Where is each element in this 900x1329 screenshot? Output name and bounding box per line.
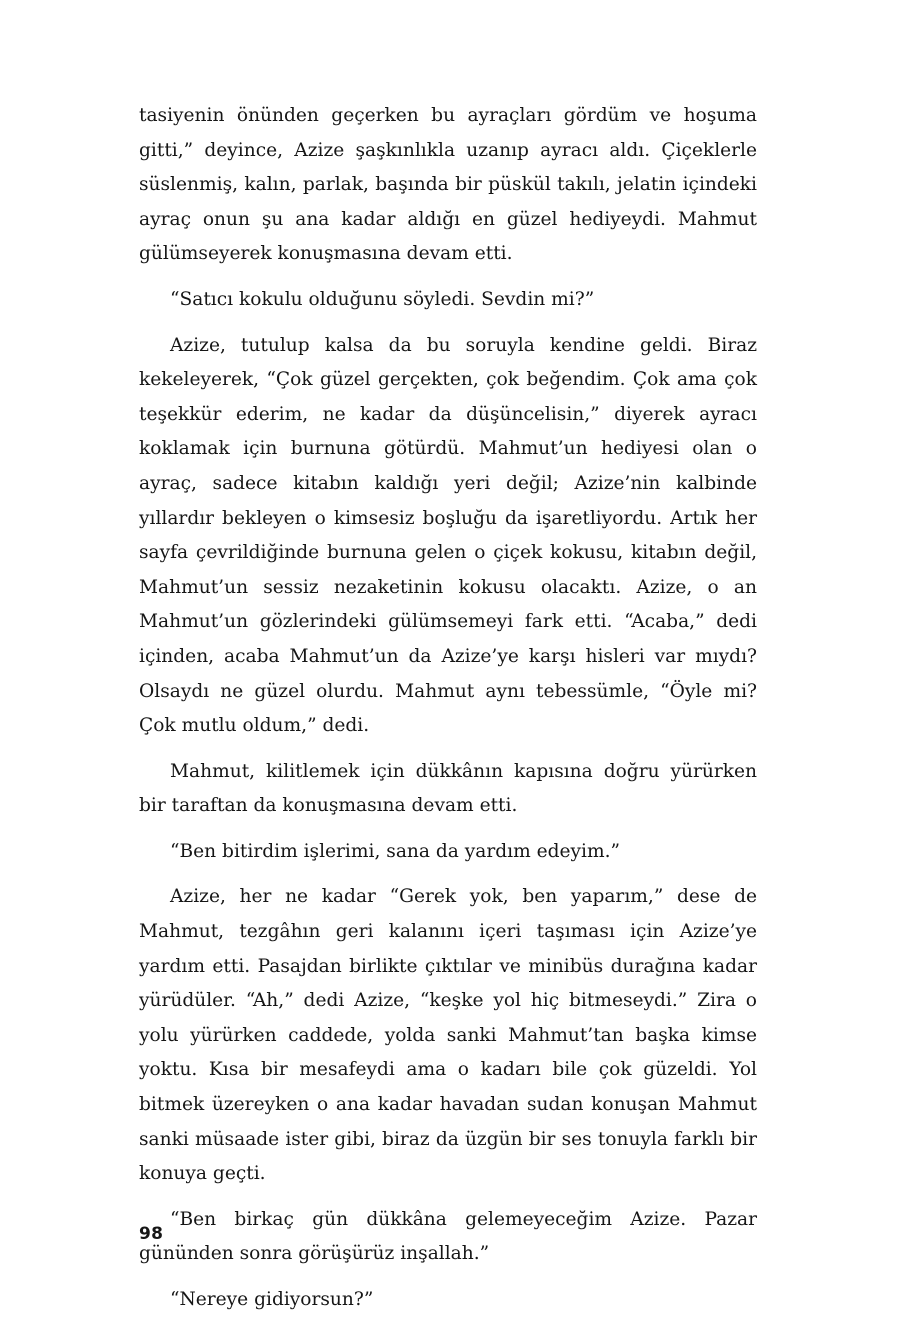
paragraph: “Satıcı kokulu olduğunu söyledi. Sevdin mi?” — [170, 288, 595, 310]
paragraph: Mahmut, kilitlemek için dükkânın kapısına doğru yürürken bir taraftan da konuşmasına devam etti. — [139, 760, 757, 817]
page-number: 98 — [139, 1224, 164, 1244]
paragraph: Azize, her ne kadar “Gerek yok, ben yaparım,” dese de Mahmut, tezgâhın geri kalanını içeri taşıması için Azize’ye yardım etti. Pasajdan birlikte çıktılar ve minibüs durağına kadar yürüdüler. “Ah,” dedi Azize, “keşke yol hiç bitmeseydi.” Zira o yolu yürürken caddede, yolda sanki Mahmut’tan başka kimse yoktu. Kısa bir mesafeydi ama o kadarı bile çok güzeldi. Yol bitmek üzereyken o ana kadar havadan sudan konuşan Mahmut sanki müsaade ister gibi, biraz da üzgün bir ses tonuyla farklı bir konuya geçti. — [139, 886, 757, 1185]
paragraph-continuation: tasiyenin önünden geçerken bu ayraçları gördüm ve hoşuma gitti,” deyince, Azize şaşkınlıkla uzanıp ayracı aldı. Çiçeklerle süslenmiş, kalın, parlak, başında bir püskül takılı, jelatin içindeki ayraç onun şu ana kadar aldığı en güzel hediyeydi. Mahmut gülümseyerek konuşmasına devam etti. — [139, 105, 757, 265]
paragraph: Azize, tutulup kalsa da bu soruyla kendine geldi. Biraz kekeleyerek, “Çok güzel gerçekten, çok beğendim. Çok ama çok teşekkür ederim, ne kadar da düşüncelisin,” diyerek ayracı koklamak için burnuna götürdü. Mahmut’un hediyesi olan o ayraç, sadece kitabın kaldığı yeri değil; Azize’nin kalbinde yıllardır bekleyen o kimsesiz boşluğu da işaretliyordu. Artık her sayfa çevrildiğinde burnuna gelen o çiçek kokusu, kitabın değil, Mahmut’un sessiz nezaketinin kokusu olacaktı. Azize, o an Mahmut’un gözlerindeki gülümsemeyi fark etti. “Acaba,” dedi içinden, acaba Mahmut’un da Azize’ye karşı hisleri var mıydı? Olsaydı ne güzel olurdu. Mahmut aynı tebessümle, “Öyle mi? Çok mutlu oldum,” dedi. — [139, 334, 757, 737]
book-page-text — [139, 99, 757, 1329]
paragraph: “Ben birkaç gün dükkâna gelemeyeceğim Azize. Pazar gününden sonra görüşürüz inşallah.” — [139, 1208, 757, 1265]
paragraph: “Nereye gidiyorsun?” — [170, 1289, 374, 1310]
paragraph: “Ben bitirdim işlerimi, sana da yardım edeyim.” — [170, 840, 621, 862]
